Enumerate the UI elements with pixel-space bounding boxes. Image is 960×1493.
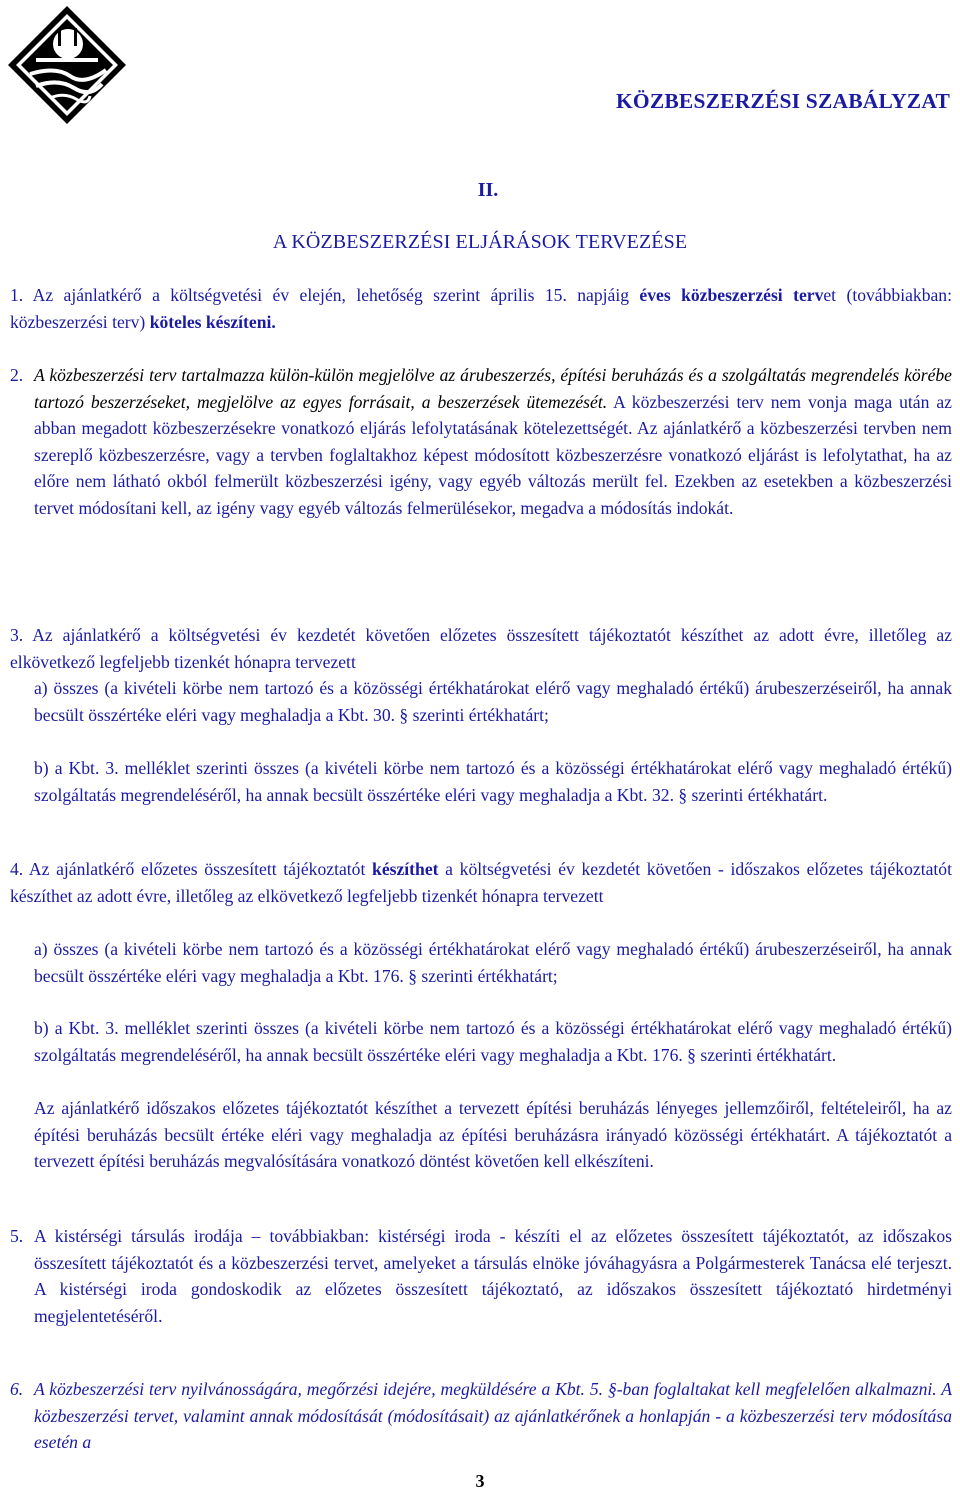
chapter-number: II. <box>477 179 499 201</box>
section-4-bold-term: készíthet <box>372 859 439 879</box>
section-1-bold-obligation: köteles készíteni. <box>149 311 276 332</box>
section-3-intro: 3. Az ajánlatkérő a költségvetési év kezdetét követően előzetes összesített tájékoztatót készíthet az adott évre, illetőleg az elkövetkező legfeljebb tizenkét hónapra tervezett <box>10 625 952 672</box>
section-2-number: 2. <box>10 365 24 385</box>
section-1 <box>10 282 952 335</box>
section-3-item-a: a) összes (a kivételi körbe nem tartozó és a közösségi értékhatárokat elérő vagy meghaladó értékű) árubeszerzéseiről, ha annak becsült összértéke eléri vagy meghaladja a Kbt. 30. § szerinti értékhatárt; <box>34 678 952 725</box>
section-6-text: A közbeszerzési terv nyilvánosságára, megőrzési idejére, megküldésére a Kbt. 5. §-ban foglaltakat kell megfelelően alkalmazni. A közbeszerzési tervet, valamint annak módosítását (módosításait) az ajánlatkérőnek a honlapján - a közbeszerzési terv módosítása esetén a <box>34 1379 952 1452</box>
section-6 <box>10 1376 952 1456</box>
section-4-item-b: b) a Kbt. 3. melléklet szerinti összes (a kivételi körbe nem tartozó és a közösségi értékhatárokat elérő vagy meghaladó értékű) szolgáltatás megrendeléséről, ha annak becsült összértéke eléri vagy meghaladja a Kbt. 176. § szerinti értékhatárt. <box>34 1018 952 1065</box>
page-number: 3 <box>475 1471 485 1491</box>
section-1-number: 1. <box>10 285 24 305</box>
section-4-paragraph-c: Az ajánlatkérő időszakos előzetes tájékoztatót készíthet a tervezett építési beruházás lényeges jellemzőiről, feltételeiről, ha az építési beruházás becsült értéke eléri vagy meghaladja az építési beruházásra irányadó közösségi értékhatárt. A tájékoztatót a tervezett építési beruházás megvalósítására vonatkozó döntést követően kell elkészíteni. <box>34 1098 952 1171</box>
section-5-number: 5. <box>10 1226 24 1246</box>
section-2-text: A közbeszerzési terv nem vonja maga után az abban megadott közbeszerzésekre vonatkozó eljárás lefolytatásának kötelezettségét. Az ajánlatkérő a közbeszerzési tervben nem szereplő közbeszerzésre, vagy a tervben foglaltakhoz képest módosított közbeszerzésre vonatkozó eljárást is lefolytathat, ha az előre nem látható okból felmerült közbeszerzési igény, vagy egyéb változás merült fel. Ezekben az esetekben a közbeszerzési tervet módosítani kell, az igény vagy egyéb változás felmerülésekor, megadva a módosítás indokát. <box>34 391 952 518</box>
section-1-text-a: Az ajánlatkérő a költségvetési év elején, lehetőség szerint április 15. napjáig <box>23 285 640 305</box>
section-5 <box>10 1223 952 1329</box>
section-1-text-c: et (továbbiakban: közbeszerzési terv) <box>10 285 952 332</box>
regional-association-emblem-icon <box>6 4 128 126</box>
section-4-item-a: a) összes (a kivételi körbe nem tartozó és a közösségi értékhatárokat elérő vagy meghaladó értékű) árubeszerzéseiről, ha annak becsült összértéke eléri vagy meghaladja a Kbt. 176. § szerinti értékhatárt; <box>34 939 952 986</box>
document-header-title: KÖZBESZERZÉSI SZABÁLYZAT <box>615 89 950 113</box>
section-2-italic-text: A közbeszerzési terv tartalmazza külön-külön megjelölve az árubeszerzés, építési beruházás és a szolgáltatás megrendelés körébe tartozó beszerzéseket, megjelölve az egyes forrásait, a beszerzések ütemezését. <box>34 365 952 412</box>
section-1-bold-term: éves közbeszerzési terv <box>639 285 824 305</box>
section-5-text: A kistérségi társulás irodája – továbbiakban: kistérségi iroda - készíti el az előzetes összesített tájékoztatót, az időszakos összesített tájékoztatót és a közbeszerzési tervet, amelyeket a társulás elnöke jóváhagyásra a Polgármesterek Tanácsa elé terjeszt. A kistérségi iroda gondoskodik az előzetes összesített tájékoztató, az időszakos összesített tájékoztató hirdetményi megjelentetéséről. <box>34 1226 952 1326</box>
section-4-intro: 4. Az ajánlatkérő előzetes összesített tájékoztatót készíthet a költségvetési év kezdetét követően - időszakos előzetes tájékoztatót készíthet az adott évre, illetőleg az elkövetkező legfeljebb tizenkét hónapra tervezett <box>10 859 952 906</box>
chapter-title: A KÖZBESZERZÉSI ELJÁRÁSOK TERVEZÉSE <box>272 231 688 253</box>
section-6-number: 6. <box>10 1379 24 1399</box>
section-3-item-b: b) a Kbt. 3. melléklet szerinti összes (a kivételi körbe nem tartozó és a közösségi értékhatárokat elérő vagy meghaladó értékű) szolgáltatás megrendeléséről, ha annak becsült összértéke eléri vagy meghaladja a Kbt. 32. § szerinti értékhatárt. <box>34 758 952 805</box>
section-2 <box>10 362 952 521</box>
